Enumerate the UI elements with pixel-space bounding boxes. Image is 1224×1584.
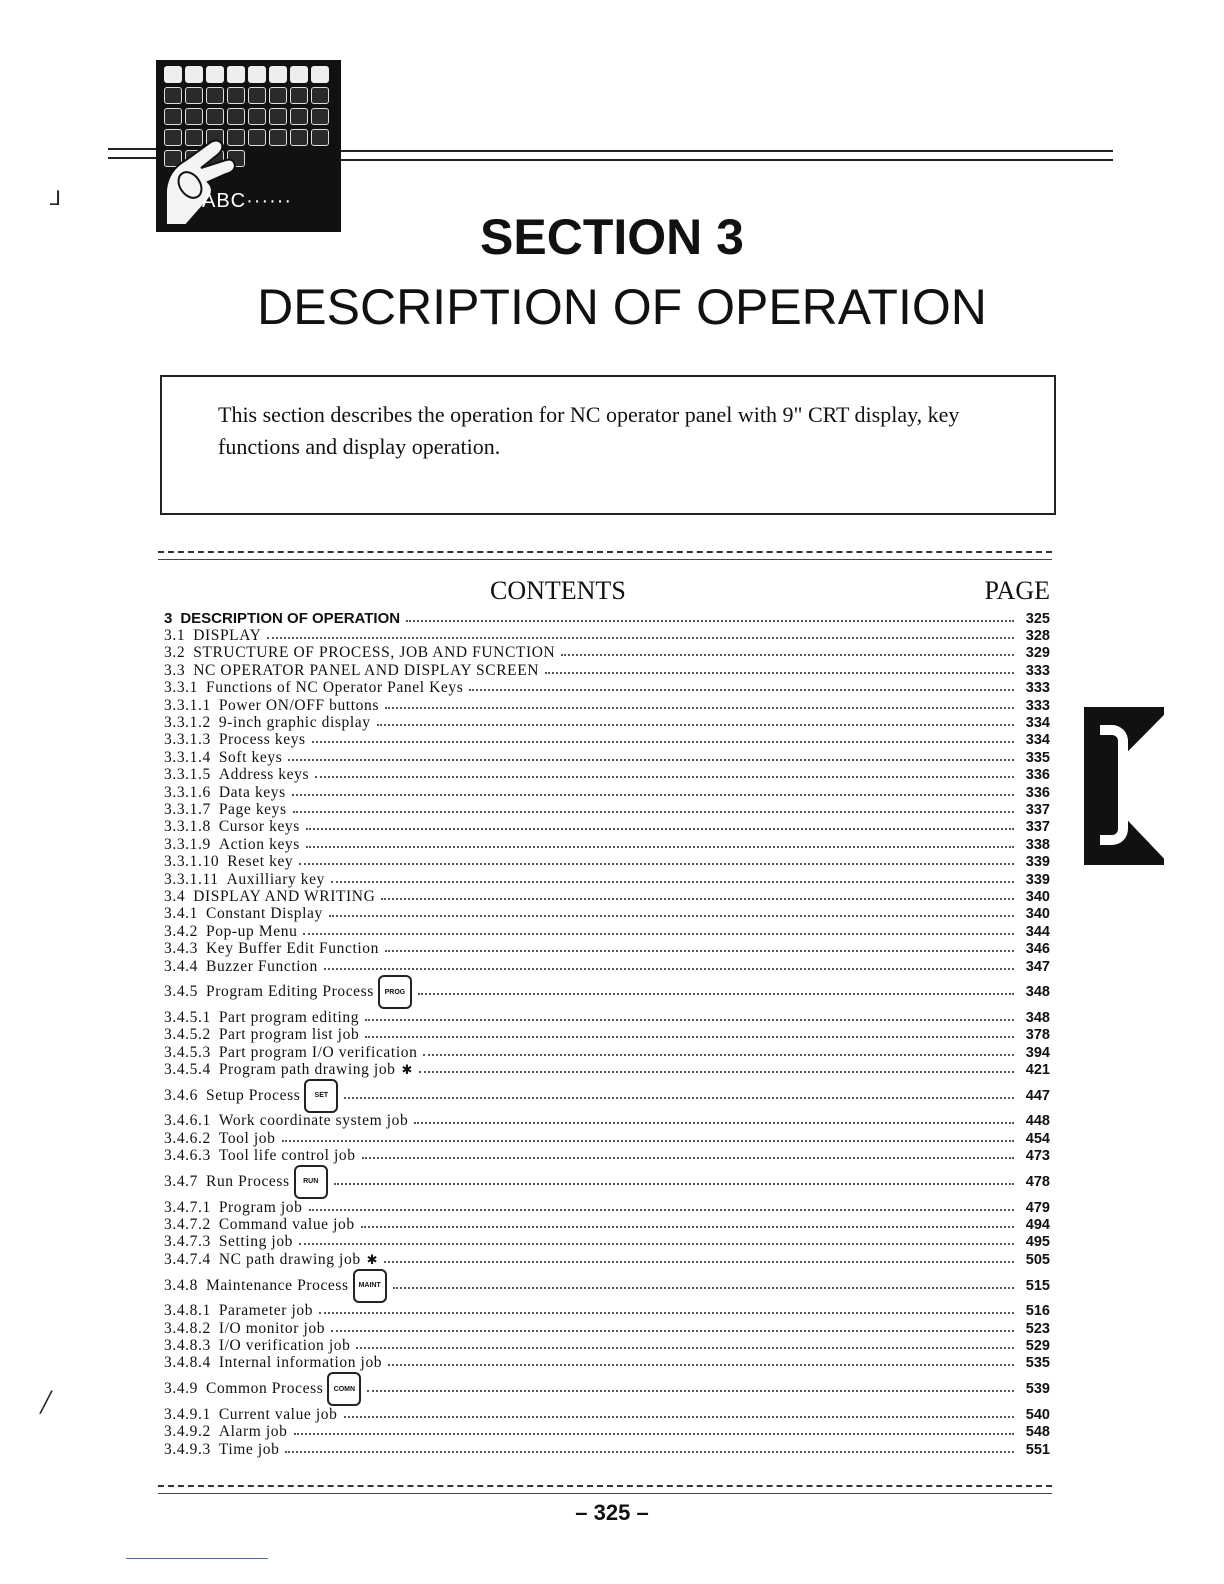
toc-entry <box>164 697 1050 714</box>
toc-entry-title: Internal information job <box>218 1354 383 1372</box>
toc-entry-number: 3.1 <box>164 627 186 645</box>
toc-entry-number: 3.2 <box>164 644 186 662</box>
toc-entry-title: Reset key <box>227 853 294 871</box>
toc-entry-number: 3.4.5.3 <box>164 1043 211 1061</box>
toc-entry-title: Process keys <box>218 731 306 749</box>
toc-entry-page: 494 <box>1025 1217 1050 1234</box>
toc-entry-number: 3.4.8.1 <box>164 1302 211 1320</box>
toc-entry-page: 333 <box>1025 697 1050 714</box>
toc-entry-page: 505 <box>1025 1251 1050 1268</box>
toc-entry <box>164 1269 1050 1303</box>
toc-entry-title: Program job <box>218 1198 303 1216</box>
toc-entry-page: 529 <box>1025 1337 1050 1354</box>
process-key-icon: RUN <box>294 1165 328 1199</box>
toc-entry-title: Time job <box>218 1440 280 1458</box>
toc-entry-number: 3.4.4 <box>164 957 198 975</box>
toc-entry-number: 3 <box>164 610 173 628</box>
toc-entry-title: I/O monitor job <box>218 1319 326 1337</box>
dot-leader <box>299 1243 1014 1245</box>
toc-entry-page: 339 <box>1025 854 1050 871</box>
section-tab-glyph <box>1100 725 1128 845</box>
toc-entry-page: 335 <box>1025 749 1050 766</box>
dot-leader <box>367 1390 1014 1392</box>
dot-leader <box>365 1036 1014 1038</box>
toc-entry-title: Setting job <box>218 1233 294 1251</box>
toc-entry-page: 473 <box>1025 1148 1050 1165</box>
toc-entry-number: 3.4.2 <box>164 922 198 940</box>
dot-leader <box>331 1330 1014 1332</box>
dot-leader <box>362 1157 1014 1159</box>
dot-leader <box>344 1416 1015 1418</box>
toc-entry <box>164 1044 1050 1061</box>
dot-leader <box>288 759 1014 761</box>
toc-entry-title: DISPLAY <box>193 627 262 645</box>
toc-entry-number: 3.4 <box>164 887 186 905</box>
toc-entry-number: 3.4.7 <box>164 1172 198 1190</box>
toc-entry-page: 334 <box>1025 732 1050 749</box>
toc-entry <box>164 1079 1050 1113</box>
toc-entry-number: 3.4.5.2 <box>164 1026 211 1044</box>
toc-entry <box>164 819 1050 836</box>
dot-leader <box>309 1209 1015 1211</box>
dot-leader <box>324 968 1014 970</box>
toc-entry-number: 3.4.5.1 <box>164 1008 211 1026</box>
toc-entry-page: 447 <box>1025 1087 1050 1104</box>
toc-entry-page: 329 <box>1025 645 1050 662</box>
dot-leader <box>292 794 1014 796</box>
toc-entry-page: 337 <box>1025 801 1050 818</box>
dot-leader <box>418 993 1014 995</box>
margin-mark: ⅃ <box>50 186 62 210</box>
toc-entry <box>164 1337 1050 1354</box>
toc-entry-number: 3.4.8.4 <box>164 1354 211 1372</box>
toc-entry-title: Part program list job <box>218 1026 360 1044</box>
dot-leader <box>377 724 1014 726</box>
section-title: DESCRIPTION OF OPERATION <box>257 279 987 335</box>
dot-leader <box>469 689 1014 691</box>
toc-entry-number: 3.4.9.1 <box>164 1405 211 1423</box>
toc-entry-number: 3.4.6 <box>164 1086 198 1104</box>
toc-entry <box>164 1423 1050 1440</box>
bottom-underline <box>126 1558 268 1559</box>
toc-entry-number: 3.3.1.7 <box>164 801 211 818</box>
toc-entry-page: 333 <box>1025 680 1050 697</box>
toc-entry-title: Alarm job <box>218 1423 288 1441</box>
toc-entry-number: 3.4.6.3 <box>164 1147 211 1165</box>
toc-entry <box>164 1216 1050 1233</box>
dot-leader <box>423 1054 1014 1056</box>
toc-entry <box>164 1061 1050 1078</box>
toc-entry-title: Page keys <box>218 801 287 818</box>
toc-entry <box>164 871 1050 888</box>
dot-leader <box>331 881 1014 883</box>
toc-entry-title: Tool job <box>218 1129 276 1147</box>
header-rule-left <box>108 148 156 159</box>
toc-entry-page: 333 <box>1025 662 1050 679</box>
dot-leader <box>306 828 1014 830</box>
toc-entry-page: 479 <box>1025 1199 1050 1216</box>
dot-leader <box>285 1451 1014 1453</box>
process-key-icon: PROG <box>378 975 412 1009</box>
toc-entry <box>164 714 1050 731</box>
toc-entry-title: I/O verification job <box>218 1336 351 1354</box>
toc-entry-number: 3.4.9.3 <box>164 1440 211 1458</box>
toc-entry-number: 3.4.6.2 <box>164 1129 211 1147</box>
toc-entry-title: NC path drawing job <box>218 1250 361 1268</box>
toc-entry-number: 3.4.1 <box>164 905 198 923</box>
toc-entry-number: 3.3.1.3 <box>164 731 211 749</box>
dot-leader <box>384 1261 1014 1263</box>
toc-entry <box>164 1234 1050 1251</box>
option-mark-icon: ✱ <box>366 1251 379 1267</box>
toc-entry-title: Key Buffer Edit Function <box>206 940 379 958</box>
toc-entry-page: 347 <box>1025 958 1050 975</box>
toc-entry-number: 3.3.1.8 <box>164 818 211 836</box>
dot-leader <box>312 741 1014 743</box>
section-tab-marker <box>1084 707 1164 865</box>
toc-entry-page: 540 <box>1025 1406 1050 1423</box>
toc-entry-page: 478 <box>1025 1173 1050 1190</box>
toc-entry-page: 337 <box>1025 819 1050 836</box>
toc-entry-number: 3.4.7.2 <box>164 1216 211 1234</box>
toc-entry-number: 3.3.1.5 <box>164 766 211 784</box>
toc-entry-title: Address keys <box>218 766 310 784</box>
process-key-icon: MAINT <box>353 1269 387 1303</box>
toc-entry <box>164 680 1050 697</box>
toc-entry-title: Parameter job <box>218 1302 314 1320</box>
dot-leader <box>329 915 1014 917</box>
toc-entry-title: Buzzer Function <box>206 957 318 975</box>
toc-entry <box>164 1372 1050 1406</box>
toc-entry-page: 539 <box>1025 1381 1050 1398</box>
intro-text: This section describes the operation for NC operator panel with 9" CRT display, key functions and display operation. <box>218 402 960 459</box>
graphic-label: ABC······ <box>202 190 293 212</box>
toc-entry-page: 378 <box>1025 1027 1050 1044</box>
toc-entry <box>164 1148 1050 1165</box>
toc-entry-number: 3.3.1.10 <box>164 853 220 871</box>
toc-entry <box>164 645 1050 662</box>
toc-entry-title: Tool life control job <box>218 1147 356 1165</box>
toc-entry-number: 3.3.1.1 <box>164 696 211 714</box>
toc-entry <box>164 1320 1050 1337</box>
section-number: SECTION 3 <box>480 209 744 265</box>
dot-leader <box>315 776 1014 778</box>
toc-entry-number: 3.4.9 <box>164 1380 198 1398</box>
toc-entry <box>164 1027 1050 1044</box>
dot-leader <box>319 1312 1014 1314</box>
toc-entry-page: 421 <box>1025 1062 1050 1079</box>
toc-entry-page: 454 <box>1025 1130 1050 1147</box>
toc-entry <box>164 784 1050 801</box>
toc-entry-page: 328 <box>1025 628 1050 645</box>
toc-entry-number: 3.3.1.4 <box>164 748 211 766</box>
toc-entry-number: 3.4.6.1 <box>164 1112 211 1130</box>
toc-entry-title: Maintenance Process <box>206 1276 349 1294</box>
dot-leader <box>267 637 1014 639</box>
dot-leader <box>545 672 1014 674</box>
toc-entry-number: 3.4.8 <box>164 1276 198 1294</box>
dot-leader <box>293 811 1014 813</box>
toc-entry-page: 344 <box>1025 923 1050 940</box>
toc-entry <box>164 958 1050 975</box>
toc-entry-page: 394 <box>1025 1044 1050 1061</box>
toc-entry-title: Part program editing <box>218 1008 360 1026</box>
toc-entry-title: Program path drawing job <box>218 1061 396 1079</box>
header-rule-right <box>341 150 1113 161</box>
intro-box <box>160 375 1056 515</box>
toc-entry-number: 3.3 <box>164 661 186 679</box>
toc-entry <box>164 1165 1050 1199</box>
dot-leader <box>406 620 1014 622</box>
option-mark-icon: ✱ <box>401 1062 414 1078</box>
toc-entry <box>164 767 1050 784</box>
toc-entry <box>164 732 1050 749</box>
toc-entry-number: 3.4.7.1 <box>164 1198 211 1216</box>
toc-entry-title: 9-inch graphic display <box>218 714 371 732</box>
dot-leader <box>414 1122 1014 1124</box>
toc-entry <box>164 610 1050 627</box>
toc-entry-title: Work coordinate system job <box>218 1112 409 1130</box>
toc-entry-title: DISPLAY AND WRITING <box>193 887 376 905</box>
toc-entry-title: Program Editing Process <box>206 983 374 1001</box>
toc-entry <box>164 1303 1050 1320</box>
contents-heading: CONTENTS <box>490 576 626 605</box>
toc-entry-number: 3.4.5 <box>164 983 198 1001</box>
toc-entry <box>164 1009 1050 1026</box>
dot-leader <box>299 863 1014 865</box>
dot-leader <box>334 1183 1014 1185</box>
toc-entry-page: 348 <box>1025 984 1050 1001</box>
toc-entry-title: Run Process <box>206 1172 290 1190</box>
toc-entry <box>164 1113 1050 1130</box>
dot-leader <box>381 898 1014 900</box>
dot-leader <box>385 950 1014 952</box>
toc-entry-title: Soft keys <box>218 748 283 766</box>
toc-entry <box>164 627 1050 644</box>
toc-entry <box>164 940 1050 957</box>
toc-entry <box>164 1406 1050 1423</box>
dot-leader <box>419 1071 1014 1073</box>
page-number: – 325 – <box>575 1500 649 1525</box>
toc-entry-title: Power ON/OFF buttons <box>218 696 379 714</box>
toc-entry-page: 340 <box>1025 906 1050 923</box>
table-of-contents <box>164 610 1050 1458</box>
toc-entry-number: 3.4.7.3 <box>164 1233 211 1251</box>
dot-leader <box>361 1226 1014 1228</box>
keypad-graphic <box>156 60 341 232</box>
toc-entry-number: 3.4.8.2 <box>164 1319 211 1337</box>
toc-entry <box>164 923 1050 940</box>
toc-entry-number: 3.3.1.6 <box>164 783 211 801</box>
toc-entry-number: 3.3.1.2 <box>164 714 211 732</box>
dot-leader <box>282 1140 1014 1142</box>
toc-entry-number: 3.3.1.9 <box>164 835 211 853</box>
toc-entry <box>164 888 1050 905</box>
toc-entry-title: Auxilliary key <box>226 870 325 888</box>
toc-entry-page: 515 <box>1025 1277 1050 1294</box>
contents-bottom-rule <box>158 1485 1052 1494</box>
toc-entry <box>164 853 1050 870</box>
dot-leader <box>393 1287 1014 1289</box>
toc-entry-page: 448 <box>1025 1113 1050 1130</box>
dot-leader <box>365 1019 1014 1021</box>
dot-leader <box>388 1364 1014 1366</box>
toc-entry-page: 535 <box>1025 1355 1050 1372</box>
toc-entry-number: 3.4.3 <box>164 940 198 958</box>
toc-entry-title: Part program I/O verification <box>218 1043 418 1061</box>
toc-entry-number: 3.3.1 <box>164 679 198 697</box>
toc-entry-page: 336 <box>1025 784 1050 801</box>
toc-entry-title: Action keys <box>218 835 300 853</box>
toc-entry <box>164 975 1050 1009</box>
toc-entry-page: 346 <box>1025 941 1050 958</box>
dot-leader <box>561 654 1014 656</box>
toc-entry-title: Command value job <box>218 1216 355 1234</box>
toc-entry-number: 3.4.7.4 <box>164 1250 211 1268</box>
toc-entry <box>164 1199 1050 1216</box>
contents-top-rule <box>158 551 1052 560</box>
dot-leader <box>385 707 1014 709</box>
toc-entry-number: 3.3.1.11 <box>164 870 219 888</box>
dot-leader <box>356 1347 1014 1349</box>
toc-entry <box>164 662 1050 679</box>
toc-entry-page: 548 <box>1025 1424 1050 1441</box>
dot-leader <box>303 933 1014 935</box>
process-key-icon: SET <box>304 1079 338 1113</box>
toc-entry-page: 495 <box>1025 1234 1050 1251</box>
toc-entry-page: 338 <box>1025 836 1050 853</box>
toc-entry-title: Pop-up Menu <box>206 922 298 940</box>
toc-entry-page: 551 <box>1025 1441 1050 1458</box>
dot-leader <box>344 1097 1014 1099</box>
margin-mark: ╱ <box>40 1390 53 1414</box>
toc-entry-page: 340 <box>1025 888 1050 905</box>
toc-entry <box>164 1355 1050 1372</box>
toc-entry-page: 339 <box>1025 871 1050 888</box>
toc-entry-title: Functions of NC Operator Panel Keys <box>206 679 464 697</box>
toc-entry-page: 348 <box>1025 1009 1050 1026</box>
toc-entry <box>164 1251 1050 1268</box>
process-key-icon: COMN <box>327 1372 361 1406</box>
toc-entry-title: Constant Display <box>206 905 323 923</box>
toc-entry-page: 325 <box>1025 610 1050 627</box>
toc-entry-title: Cursor keys <box>218 818 300 836</box>
toc-entry <box>164 749 1050 766</box>
toc-entry <box>164 906 1050 923</box>
toc-entry-number: 3.4.8.3 <box>164 1336 211 1354</box>
toc-entry-page: 516 <box>1025 1303 1050 1320</box>
toc-entry-page: 523 <box>1025 1320 1050 1337</box>
toc-entry-title: STRUCTURE OF PROCESS, JOB AND FUNCTION <box>193 644 556 662</box>
toc-entry-number: 3.4.5.4 <box>164 1061 211 1079</box>
toc-entry <box>164 801 1050 818</box>
toc-entry-title: DESCRIPTION OF OPERATION <box>180 610 401 628</box>
toc-entry <box>164 1441 1050 1458</box>
toc-entry-title: Common Process <box>206 1380 324 1398</box>
dot-leader <box>294 1433 1014 1435</box>
page-column-heading: PAGE <box>984 576 1050 605</box>
toc-entry-number: 3.4.9.2 <box>164 1423 211 1441</box>
toc-entry-page: 336 <box>1025 767 1050 784</box>
toc-entry-title: NC OPERATOR PANEL AND DISPLAY SCREEN <box>193 661 540 679</box>
dot-leader <box>306 846 1014 848</box>
toc-entry <box>164 836 1050 853</box>
toc-entry-title: Setup Process <box>206 1086 301 1104</box>
toc-entry-title: Data keys <box>218 783 286 801</box>
toc-entry-title: Current value job <box>218 1405 338 1423</box>
toc-entry <box>164 1130 1050 1147</box>
toc-entry-page: 334 <box>1025 715 1050 732</box>
